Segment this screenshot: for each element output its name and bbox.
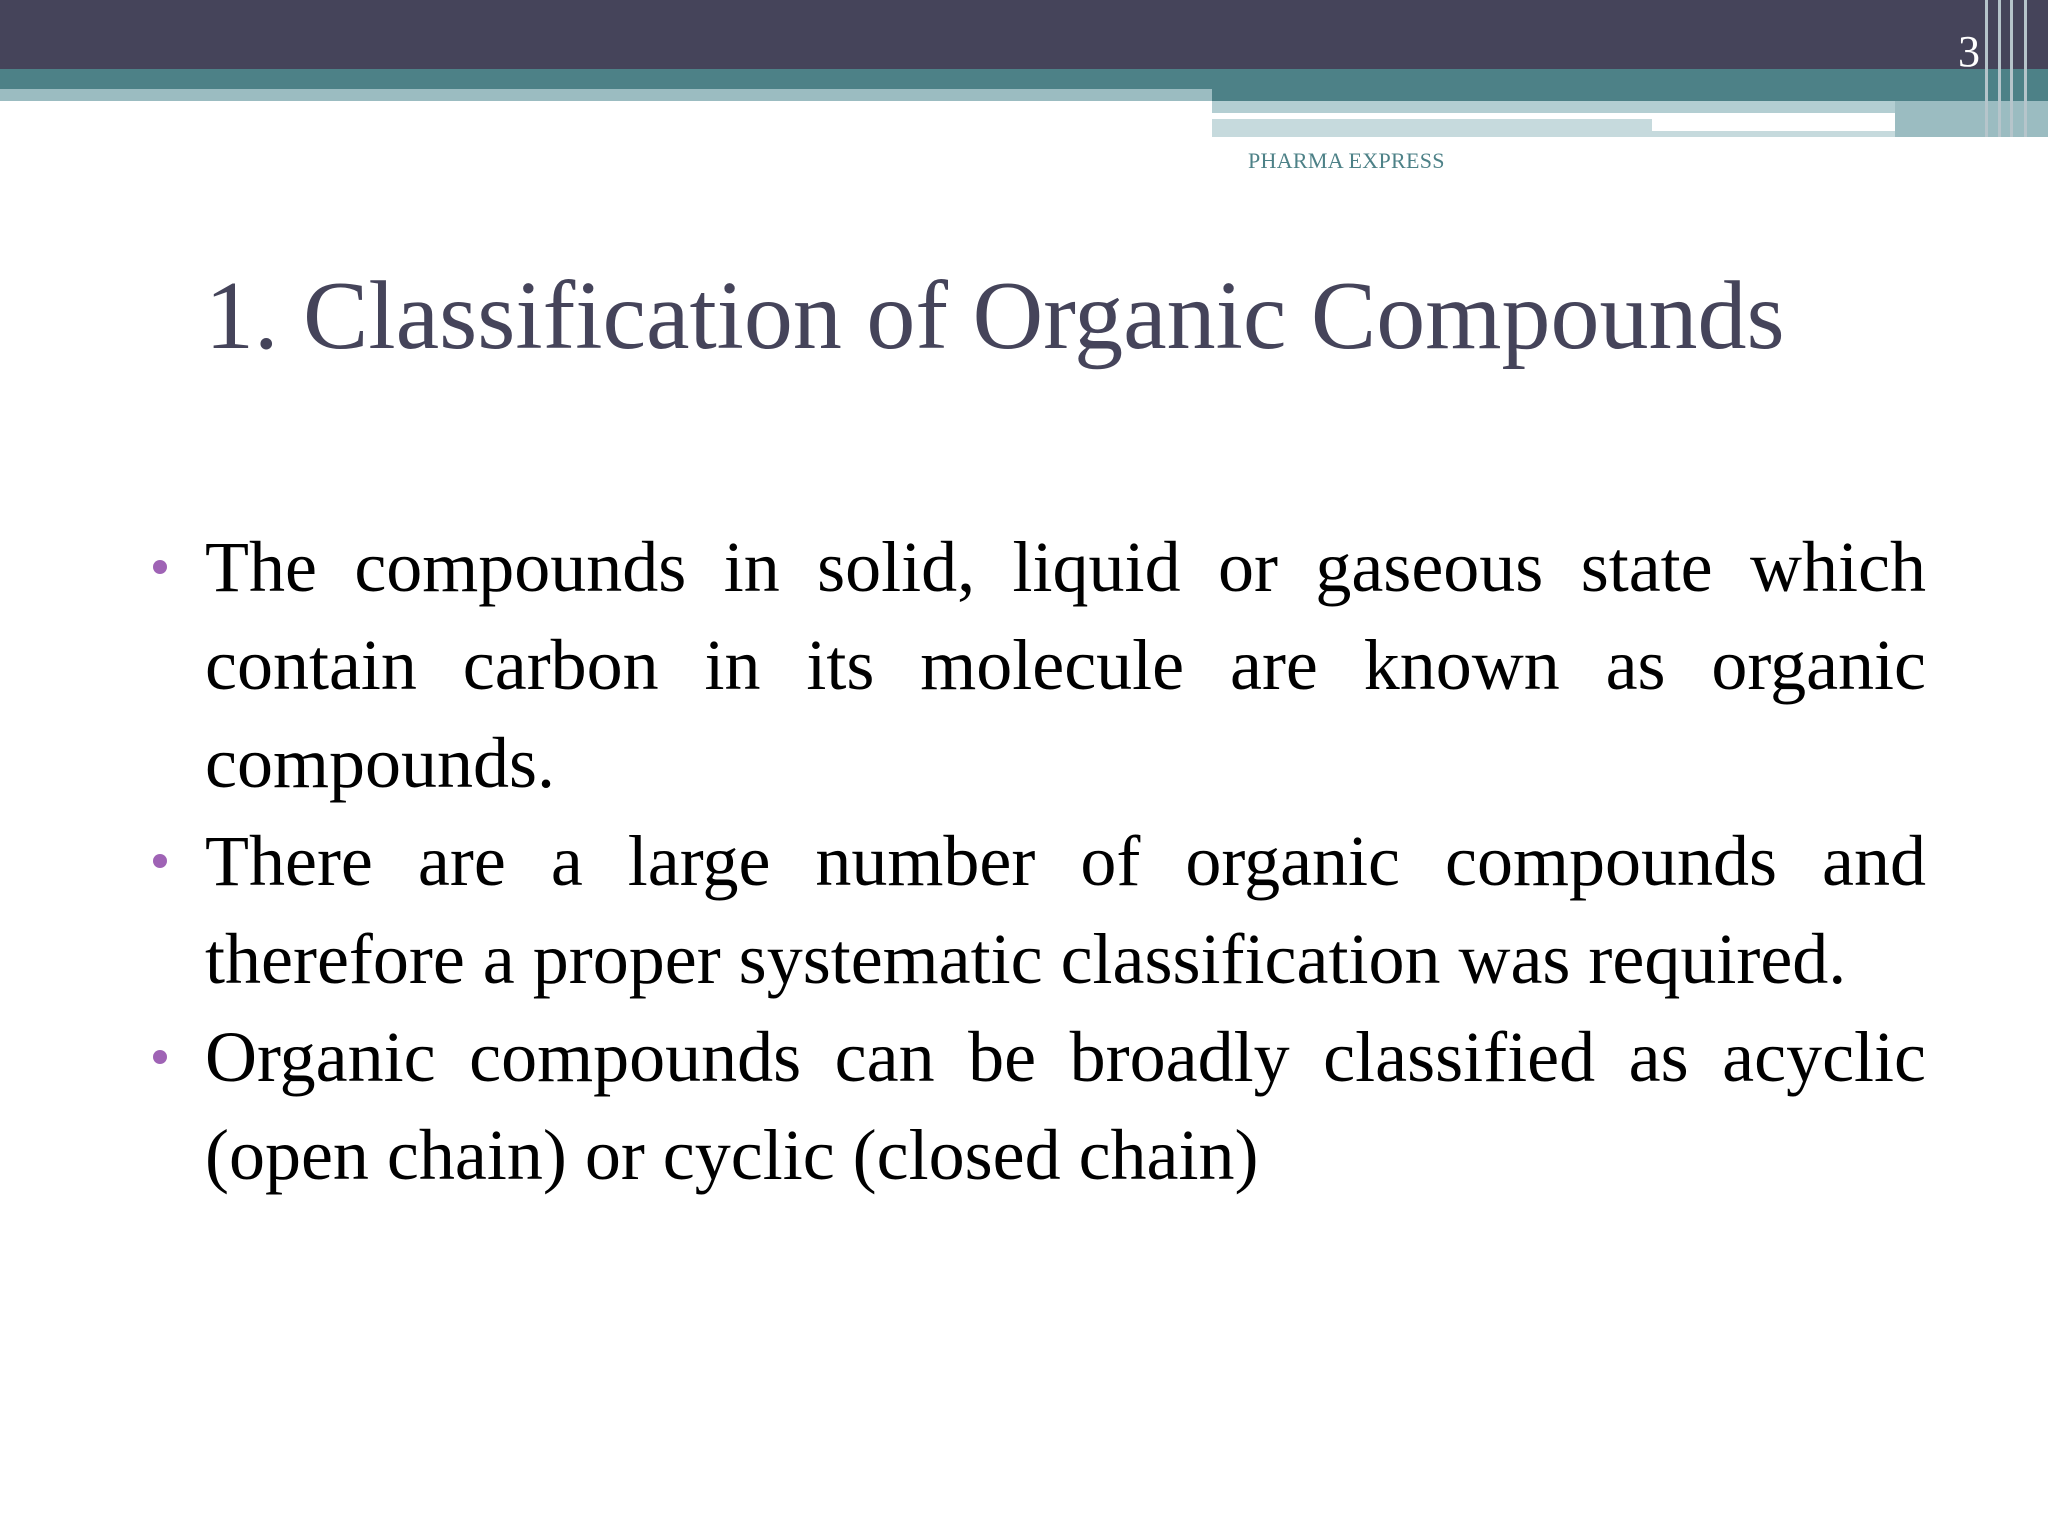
- slide-number: 3: [1958, 27, 1980, 76]
- header-divider: [1985, 0, 1988, 137]
- bullet-item: [140, 1008, 1926, 1204]
- header-band-accent: [1212, 89, 2048, 101]
- slide-title: 1. Classification of Organic Compounds: [205, 262, 1785, 370]
- header-text: PHARMA EXPRESS: [1248, 148, 1445, 173]
- header-band-light: [0, 89, 1212, 101]
- header-divider: [1998, 0, 2001, 137]
- header-divider: [2024, 0, 2027, 137]
- bullet-list: [140, 518, 1926, 1204]
- header-band-dark: [0, 0, 2048, 69]
- header-band-gap: [1212, 113, 1685, 119]
- bullet-text: Organic compounds can be broadly classified as acyclic (open chain) or cyclic (closed chain): [205, 1017, 1926, 1195]
- bullet-dot-icon: [153, 854, 167, 868]
- bullet-item: [140, 518, 1926, 812]
- bullet-item: [140, 812, 1926, 1008]
- header-divider: [2010, 0, 2013, 137]
- bullet-dot-icon: [153, 560, 167, 574]
- bullet-text: The compounds in solid, liquid or gaseous state which contain carbon in its molecule are known as organic compounds.: [205, 527, 1926, 803]
- header-band-teal: [0, 69, 2048, 89]
- bullet-text: There are a large number of organic compounds and therefore a proper systematic classification was required.: [205, 821, 1926, 999]
- bullet-dot-icon: [153, 1050, 167, 1064]
